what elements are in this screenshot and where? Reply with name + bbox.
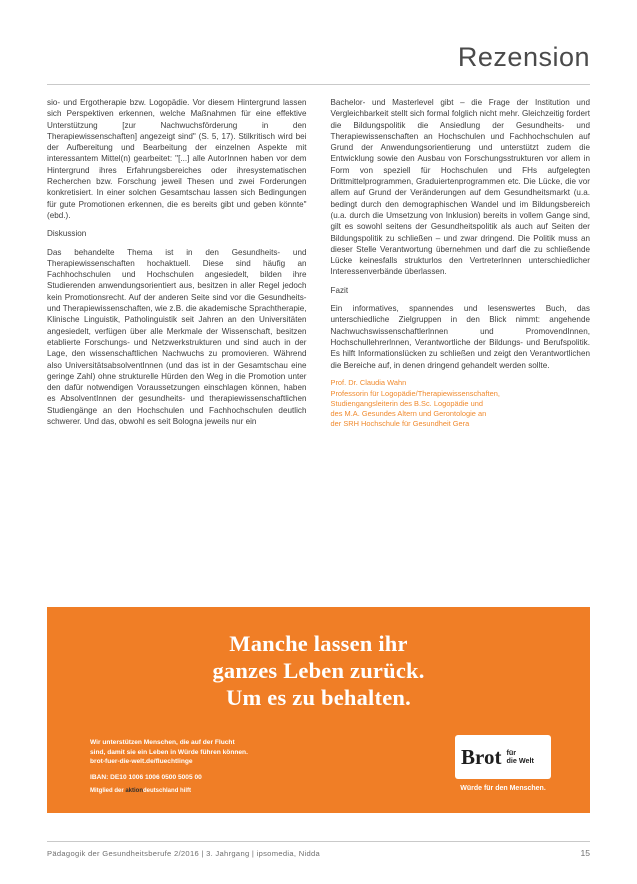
logo-subwordmark <box>506 749 533 766</box>
ad-headline <box>47 630 590 711</box>
left-column <box>47 97 307 434</box>
ad-body-text <box>90 738 350 782</box>
page-title: Rezension <box>457 42 590 72</box>
logo-badge <box>455 735 551 779</box>
page-footer <box>47 841 590 861</box>
ad-member-prefix: Mitglied der <box>90 788 126 794</box>
ad-iban: IBAN: DE10 1006 1006 0500 5005 00 <box>90 773 202 781</box>
brot-fuer-die-welt-logo <box>455 735 551 792</box>
page-header <box>0 0 637 86</box>
paragraph: Bachelor- und Masterlevel gibt – die Frage der Institution und Vergleichbarkeit stellt sich formal folglich nicht mehr. Gleichzeitig fordert die Bildungspolitik die Ansiedlung der Gesundheits- und Therapiewissenschaften an Hochschulen und Fachhochschulen auf Grund der Anwendungsorientierung und unterstützt zudem die Entwicklung sowie den Ausbau von Forschungsstrukturen vor allem in Form von speziell für Hochschulen und FHs aufgelegten Drittmittelprogrammen, Graduiertenprogrammen etc. Die Lücke, die vor allem auf Grund der Veränderungen auf dem Gesundheitsmarkt (u.a. bedingt durch den demographischen Wandel und im Bildungsbereich (u.a. durch die Umsetzung von Inklusion) bereits in vollem Gange sind, gilt es sowohl seitens der Gesundheitspolitik als auch auf Seiten der Bildungspolitik zu schließen – und zwar dringend. Die Politik muss an dieser Stelle Verantwortung übernehmen und darf die zu schließende Lücke keinesfalls strukturlos den VertreterInnen unterschiedlicher Interessenverbände überlassen. <box>330 98 590 277</box>
ad-body-line: sind, damit sie ein Leben in Würde führen können. <box>90 748 248 756</box>
ad-body-line: Wir unterstützen Menschen, die auf der Flucht <box>90 739 235 746</box>
right-column <box>331 97 591 434</box>
ad-member-suffix: deutschland hilft <box>143 788 192 794</box>
footer-divider <box>47 841 590 842</box>
advertisement-banner[interactable] <box>47 607 590 813</box>
author-bio <box>331 378 591 429</box>
footer-citation: Pädagogik der Gesundheitsberufe 2/2016 | 3. Jahrgang | ipsomedia, Nidda <box>47 849 321 858</box>
page-number: 15 <box>580 848 590 858</box>
section-heading-diskussion: Diskussion <box>47 229 87 239</box>
author-affiliation-line: des M.A. Gesundes Altern und Gerontologie an <box>330 408 487 418</box>
article-columns <box>47 97 590 434</box>
author-affiliation-line: der SRH Hochschule für Gesundheit Gera <box>330 418 470 428</box>
author-affiliation-line: Studiengangsleiterin des B.Sc. Logopädie und <box>330 398 483 408</box>
ad-headline-line: Manche lassen ihr <box>229 631 408 656</box>
paragraph: sio- und Ergotherapie bzw. Logopädie. Vor diesem Hintergrund lassen sich Perspektiven erkennen, welche Maßnahmen für eine effektive Unterstützung [zur Nachwuchsförderung in den Therapiewissenschaften] angezeigt sind" (S. 5, 17). Stilkritisch wird bei der Aufbereitung und Bearbeitung der einzelnen Aspekte mit interessantem Mittel(n) gearbeitet: "[...] alle AutorInnen haben vor dem Hintergrund ihres Erfahrungsbereiches oder ihresystematischen Recherchen bzw. Forschung jeweil Thesen und zwei Forderungen konkretisiert. In einer solchen Gesamtschau lassen sich Bedingungen für gute Promotionen erkennen, die es bereits gibt und geben könnte" (ebd.). <box>47 98 307 220</box>
ad-url[interactable]: brot-fuer-die-welt.de/fluechtlinge <box>90 758 193 766</box>
ad-headline-line: Um es zu behalten. <box>226 685 411 710</box>
author-name: Prof. Dr. Claudia Wahn <box>330 377 407 387</box>
section-heading-fazit: Fazit <box>330 285 349 295</box>
paragraph: Das behandelte Thema ist in den Gesundheits- und Therapiewissenschaften hochaktuell. Diese sind häufig an Fachhochschulen und Hochschulen angesiedelt, bilden ihre Studierenden anwendungsorientiert aus, besitzen in aller Regel jedoch kein Promotionsrecht. Auf der anderen Seite sind vor die Gesundheits- und Therapiewissenschaften, wie z.B. die akademische Sprachtherapie, Klinische Linguistik, Patholinguistik seit Jahren an den Universitäten angesiedelt, verfügen über alle Merkmale der Wissenschaft, besitzen etablierte Forschungs- und Netzwerkstrukturen und sind auch in der Lage, den wissenschaftlichen Nachwuchs zu promovieren. Während also UniversitätsabsolventInnen (und das ist in der Gesamtschau eine geringe Zahl) ohne strukturelle Hürden den Weg in die Promotion unter den dafür notwendigen Voraussetzungen einschlagen können, haben es AbsolventInnen der gesundheits- und therapiewissenschaftlichen Studiengänge an den Hochschulen und Fachhochschulen deutlich schwerer. Und das, obwohl es seit Bologna jeweils nur ein <box>47 247 307 427</box>
header-divider <box>47 84 590 85</box>
logo-line-dieweltworld: die Welt <box>506 756 534 765</box>
paragraph: Ein informatives, spannendes und lesenswertes Buch, das unterschiedliche Zielgruppen in den Blick nimmt: angehende Nachwuchswissenschaftlerlnnen und PromovendInnen, Hochschullehrerlnnen, Verantwortliche der Bildungs- und Berufspolitik. Es hilft Informationslücken zu schließen und zeigt den Verantwortlichen die Bereiche auf, in denen dringend gehandelt werden sollte. <box>330 304 590 370</box>
ad-member-line <box>90 788 191 794</box>
ad-member-accent: aktion <box>125 788 144 794</box>
author-affiliation-line: Professorin für Logopädie/Therapiewissenschaften, <box>330 388 500 398</box>
ad-headline-line: ganzes Leben zurück. <box>212 658 425 683</box>
logo-wordmark: Brot <box>461 744 502 769</box>
logo-tagline: Würde für den Menschen. <box>460 785 546 792</box>
logo-line-fuer: für <box>506 747 517 757</box>
